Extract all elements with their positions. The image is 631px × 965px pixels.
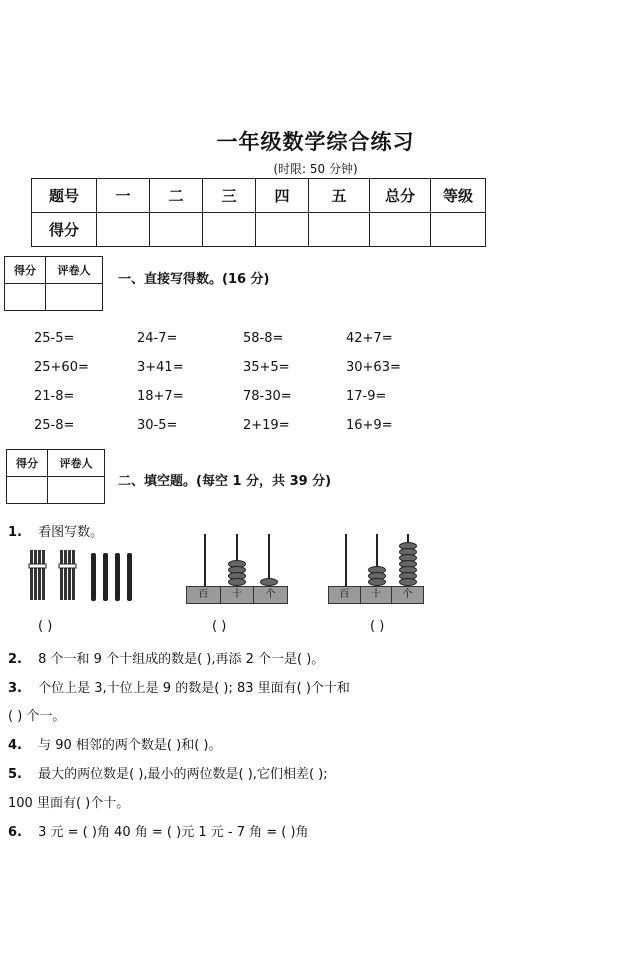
score-cell[interactable] <box>431 213 486 247</box>
single-stick <box>103 553 108 601</box>
grader-score-label: 得分 <box>5 257 46 284</box>
abacus-rod <box>204 534 206 586</box>
bundle-of-ten-icon <box>28 548 128 604</box>
question-3-continued: ( ) 个一。 <box>8 709 66 724</box>
score-cell[interactable] <box>256 213 309 247</box>
abacus-base <box>186 586 288 604</box>
question-text: 3 元 = ( )角 40 角 = ( )元 1 元 - 7 角 = ( )角 <box>38 825 309 840</box>
score-header-cell: 总分 <box>370 179 431 213</box>
score-table-header-row <box>32 179 486 213</box>
grader-score-cell[interactable] <box>5 284 46 311</box>
score-header-cell: 三 <box>203 179 256 213</box>
section1-heading: 一、直接写得数。(16 分) <box>118 272 270 287</box>
equation: 17-9= <box>346 389 387 404</box>
score-table <box>31 178 486 247</box>
answer-blank[interactable]: ( ) <box>38 619 53 634</box>
place-label-hundreds: 百 <box>329 587 361 603</box>
question-5-continued: 100 里面有( )个十。 <box>8 796 130 811</box>
equation: 16+9= <box>346 418 393 433</box>
single-stick <box>115 553 120 601</box>
score-header-cell: 题号 <box>32 179 97 213</box>
score-cell[interactable] <box>97 213 150 247</box>
equation: 30-5= <box>137 418 178 433</box>
equation: 35+5= <box>243 360 290 375</box>
answer-blank[interactable]: ( ) <box>370 619 385 634</box>
place-label-tens: 十 <box>361 587 393 603</box>
score-cell[interactable] <box>203 213 256 247</box>
grader-box-1 <box>4 256 103 311</box>
question-text: 8 个一和 9 个十组成的数是( ),再添 2 个一是( )。 <box>38 652 325 667</box>
equation: 25-8= <box>34 418 75 433</box>
equation: 25-5= <box>34 331 75 346</box>
question-1 <box>8 521 103 540</box>
equation: 25+60= <box>34 360 89 375</box>
question-text: 与 90 相邻的两个数是( )和( )。 <box>38 738 222 753</box>
equation: 24-7= <box>137 331 178 346</box>
page-title: 一年级数学综合练习 <box>216 130 415 154</box>
question-6 <box>8 821 309 840</box>
question-number: 6. <box>8 825 22 840</box>
question-number: 2. <box>8 652 22 667</box>
question-number: 5. <box>8 767 22 782</box>
grader-name-cell[interactable] <box>46 284 103 311</box>
score-cell[interactable] <box>309 213 370 247</box>
equation: 3+41= <box>137 360 184 375</box>
score-header-cell: 一 <box>97 179 150 213</box>
place-label-ones: 个 <box>402 589 413 600</box>
place-label-tens: 十 <box>221 587 255 603</box>
grader-score-label: 得分 <box>7 450 48 477</box>
equation: 18+7= <box>137 389 184 404</box>
grader-name-label: 评卷人 <box>46 257 103 284</box>
question-4 <box>8 734 221 753</box>
question-text: 看图写数。 <box>38 525 104 540</box>
place-label-ones: 个 <box>265 589 276 600</box>
grader-score-cell[interactable] <box>7 477 48 504</box>
abacus-bead <box>228 578 246 586</box>
answer-blank[interactable]: ( ) <box>212 619 227 634</box>
equation: 58-8= <box>243 331 284 346</box>
question-text: 最大的两位数是( ),最小的两位数是( ),它们相差( ); <box>38 767 328 782</box>
equation: 21-8= <box>34 389 75 404</box>
score-header-cell: 等级 <box>431 179 486 213</box>
question-number: 4. <box>8 738 22 753</box>
place-label-hundreds: 百 <box>187 587 221 603</box>
abacus-bead <box>260 578 278 586</box>
grader-name-cell[interactable] <box>48 477 105 504</box>
time-limit: (时限: 50 分钟) <box>273 162 358 176</box>
abacus-base <box>328 586 424 604</box>
equation: 2+19= <box>243 418 290 433</box>
abacus-rod <box>345 534 347 586</box>
abacus-bead <box>368 578 386 586</box>
score-cell[interactable] <box>150 213 203 247</box>
score-row-label: 得分 <box>32 213 97 247</box>
question-text: 个位上是 3,十位上是 9 的数是( ); 83 里面有( )个十和 <box>38 681 350 696</box>
equation: 78-30= <box>243 389 292 404</box>
grader-box-2 <box>6 449 105 504</box>
abacus-bead <box>399 578 417 586</box>
score-table-score-row <box>32 213 486 247</box>
equation: 30+63= <box>346 360 401 375</box>
score-header-cell: 四 <box>256 179 309 213</box>
question-2 <box>8 648 324 667</box>
equation: 42+7= <box>346 331 393 346</box>
grader-name-label: 评卷人 <box>48 450 105 477</box>
score-cell[interactable] <box>370 213 431 247</box>
question-number: 1. <box>8 525 22 540</box>
score-header-cell: 五 <box>309 179 370 213</box>
single-stick <box>91 553 96 601</box>
question-5 <box>8 763 328 782</box>
score-header-cell: 二 <box>150 179 203 213</box>
section2-heading: 二、填空题。(每空 1 分，共 39 分) <box>118 474 332 489</box>
question-number: 3. <box>8 681 22 696</box>
question-3 <box>8 677 350 696</box>
single-stick <box>127 553 132 601</box>
